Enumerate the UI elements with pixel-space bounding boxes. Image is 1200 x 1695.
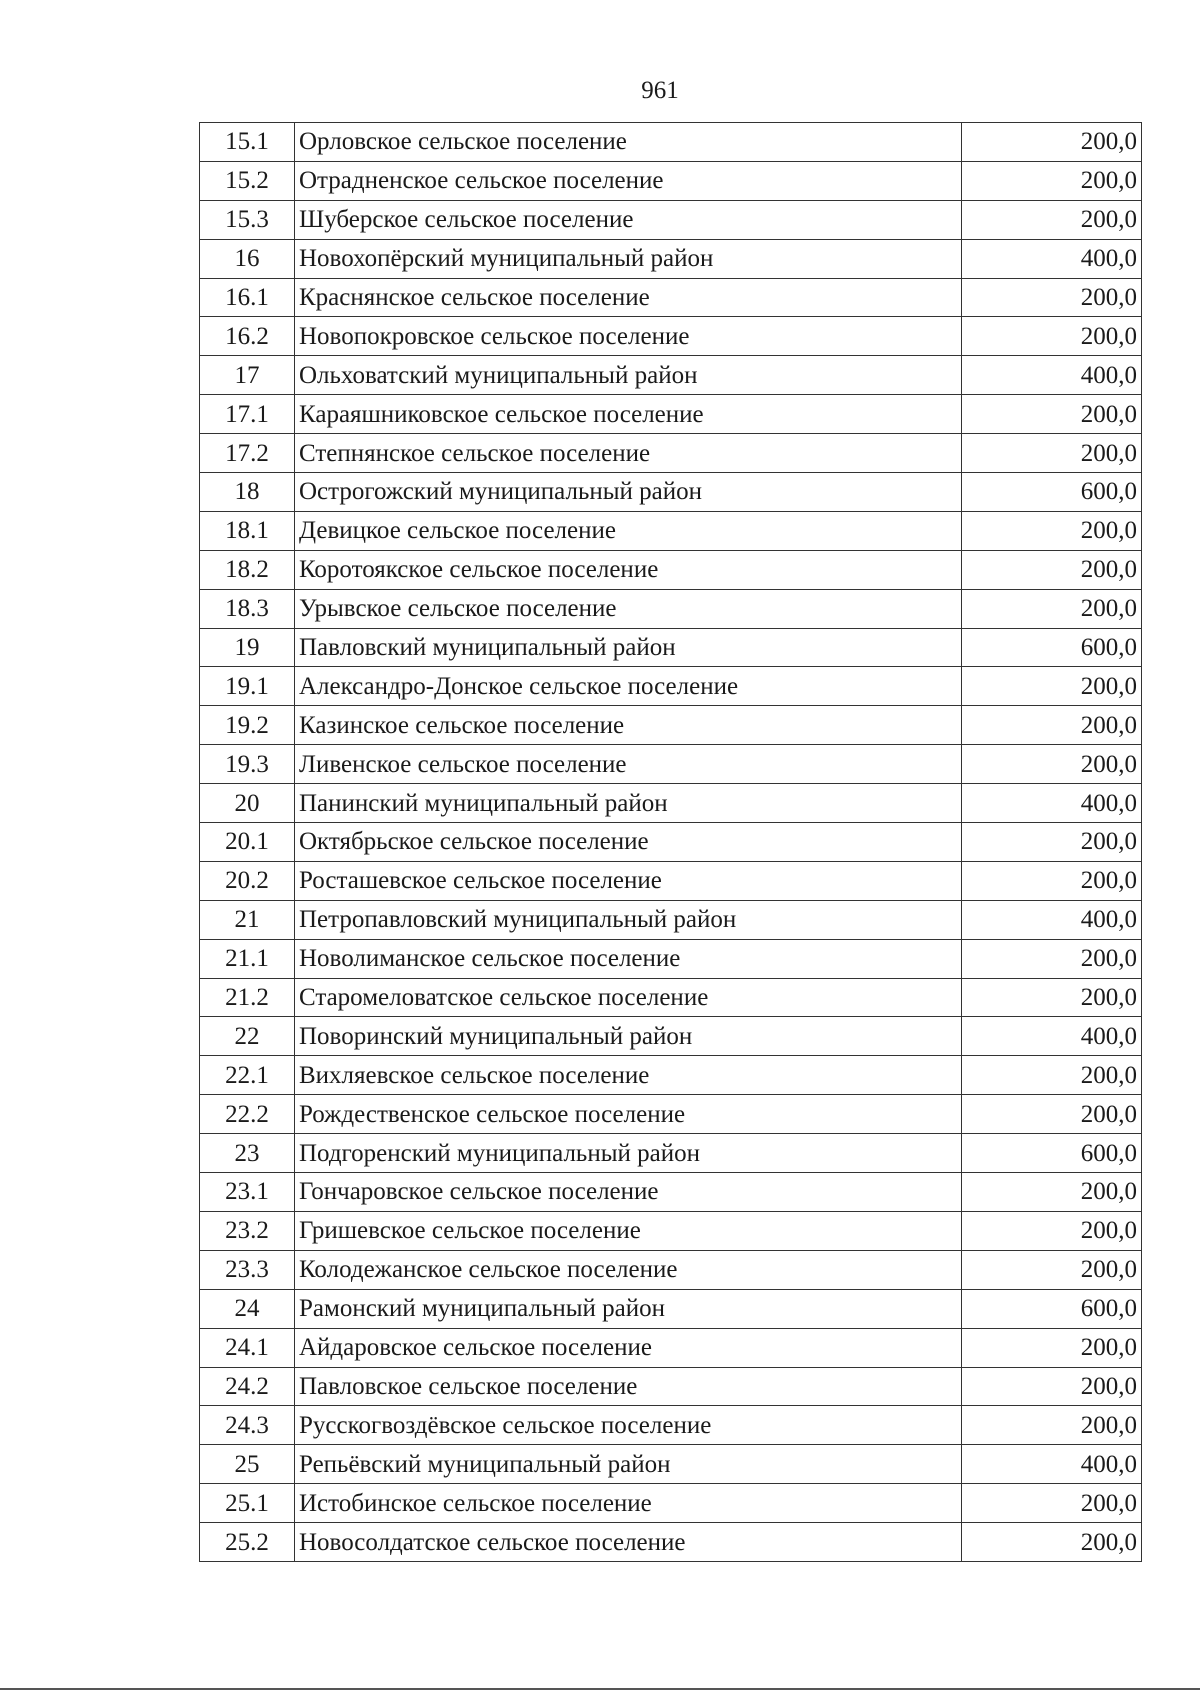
row-name-cell: Шуберское сельское поселение bbox=[295, 200, 962, 239]
table-row bbox=[200, 1523, 1142, 1562]
row-value-cell: 400,0 bbox=[962, 1445, 1142, 1484]
table-row bbox=[200, 939, 1142, 978]
row-number-cell: 20.1 bbox=[200, 823, 295, 862]
row-number-cell: 18 bbox=[200, 473, 295, 512]
allocation-table bbox=[199, 122, 1142, 1562]
row-number-cell: 21.2 bbox=[200, 978, 295, 1017]
row-number-cell: 22 bbox=[200, 1017, 295, 1056]
row-number-cell: 24.1 bbox=[200, 1328, 295, 1367]
row-name-cell: Новолиманское сельское поселение bbox=[295, 939, 962, 978]
row-value-cell: 200,0 bbox=[962, 1328, 1142, 1367]
table-row bbox=[200, 1017, 1142, 1056]
row-value-cell: 200,0 bbox=[962, 317, 1142, 356]
bottom-rule bbox=[0, 1688, 1200, 1690]
row-value-cell: 200,0 bbox=[962, 161, 1142, 200]
table-row bbox=[200, 706, 1142, 745]
row-number-cell: 24.3 bbox=[200, 1406, 295, 1445]
row-value-cell: 200,0 bbox=[962, 1406, 1142, 1445]
row-value-cell: 200,0 bbox=[962, 706, 1142, 745]
row-name-cell: Павловское сельское поселение bbox=[295, 1367, 962, 1406]
row-number-cell: 20 bbox=[200, 784, 295, 823]
table-row bbox=[200, 1484, 1142, 1523]
row-name-cell: Караяшниковское сельское поселение bbox=[295, 395, 962, 434]
row-value-cell: 400,0 bbox=[962, 784, 1142, 823]
table-row bbox=[200, 278, 1142, 317]
table-row bbox=[200, 823, 1142, 862]
row-value-cell: 200,0 bbox=[962, 123, 1142, 162]
row-value-cell: 200,0 bbox=[962, 861, 1142, 900]
table-row bbox=[200, 1211, 1142, 1250]
table-row bbox=[200, 667, 1142, 706]
row-value-cell: 200,0 bbox=[962, 1250, 1142, 1289]
row-number-cell: 24.2 bbox=[200, 1367, 295, 1406]
row-name-cell: Гришевское сельское поселение bbox=[295, 1211, 962, 1250]
row-name-cell: Вихляевское сельское поселение bbox=[295, 1056, 962, 1095]
page-number: 961 bbox=[641, 77, 679, 104]
row-number-cell: 22.2 bbox=[200, 1095, 295, 1134]
row-value-cell: 200,0 bbox=[962, 278, 1142, 317]
row-value-cell: 600,0 bbox=[962, 1134, 1142, 1173]
row-number-cell: 15.3 bbox=[200, 200, 295, 239]
row-number-cell: 22.1 bbox=[200, 1056, 295, 1095]
row-name-cell: Гончаровское сельское поселение bbox=[295, 1173, 962, 1212]
table-row bbox=[200, 1250, 1142, 1289]
row-name-cell: Краснянское сельское поселение bbox=[295, 278, 962, 317]
row-name-cell: Коротоякское сельское поселение bbox=[295, 550, 962, 589]
row-number-cell: 19.3 bbox=[200, 745, 295, 784]
row-value-cell: 200,0 bbox=[962, 1484, 1142, 1523]
table-row bbox=[200, 745, 1142, 784]
row-number-cell: 18.2 bbox=[200, 550, 295, 589]
row-value-cell: 200,0 bbox=[962, 1095, 1142, 1134]
table-row bbox=[200, 1445, 1142, 1484]
row-name-cell: Павловский муниципальный район bbox=[295, 628, 962, 667]
row-name-cell: Панинский муниципальный район bbox=[295, 784, 962, 823]
row-name-cell: Казинское сельское поселение bbox=[295, 706, 962, 745]
row-number-cell: 16.1 bbox=[200, 278, 295, 317]
row-number-cell: 21 bbox=[200, 900, 295, 939]
row-name-cell: Острогожский муниципальный район bbox=[295, 473, 962, 512]
row-name-cell: Колодежанское сельское поселение bbox=[295, 1250, 962, 1289]
row-value-cell: 600,0 bbox=[962, 628, 1142, 667]
row-value-cell: 200,0 bbox=[962, 589, 1142, 628]
row-value-cell: 200,0 bbox=[962, 395, 1142, 434]
row-name-cell: Новосолдатское сельское поселение bbox=[295, 1523, 962, 1562]
row-number-cell: 17.2 bbox=[200, 434, 295, 473]
table-row bbox=[200, 861, 1142, 900]
row-number-cell: 19 bbox=[200, 628, 295, 667]
row-number-cell: 19.1 bbox=[200, 667, 295, 706]
row-name-cell: Ольховатский муниципальный район bbox=[295, 356, 962, 395]
table-row bbox=[200, 1328, 1142, 1367]
table-row bbox=[200, 1056, 1142, 1095]
table-row bbox=[200, 589, 1142, 628]
row-value-cell: 200,0 bbox=[962, 978, 1142, 1017]
row-value-cell: 200,0 bbox=[962, 511, 1142, 550]
table-row bbox=[200, 473, 1142, 512]
table-row bbox=[200, 1095, 1142, 1134]
table-row bbox=[200, 1289, 1142, 1328]
row-name-cell: Истобинское сельское поселение bbox=[295, 1484, 962, 1523]
row-number-cell: 16.2 bbox=[200, 317, 295, 356]
row-name-cell: Степнянское сельское поселение bbox=[295, 434, 962, 473]
row-number-cell: 21.1 bbox=[200, 939, 295, 978]
row-value-cell: 400,0 bbox=[962, 1017, 1142, 1056]
row-name-cell: Рамонский муниципальный район bbox=[295, 1289, 962, 1328]
row-number-cell: 23 bbox=[200, 1134, 295, 1173]
row-name-cell: Репьёвский муниципальный район bbox=[295, 1445, 962, 1484]
table-row bbox=[200, 550, 1142, 589]
table-row bbox=[200, 1406, 1142, 1445]
table-row bbox=[200, 356, 1142, 395]
row-value-cell: 200,0 bbox=[962, 1173, 1142, 1212]
table-row bbox=[200, 200, 1142, 239]
row-name-cell: Старомеловатское сельское поселение bbox=[295, 978, 962, 1017]
row-number-cell: 23.2 bbox=[200, 1211, 295, 1250]
row-name-cell: Поворинский муниципальный район bbox=[295, 1017, 962, 1056]
row-number-cell: 24 bbox=[200, 1289, 295, 1328]
row-value-cell: 200,0 bbox=[962, 1056, 1142, 1095]
row-number-cell: 15.1 bbox=[200, 123, 295, 162]
row-value-cell: 400,0 bbox=[962, 356, 1142, 395]
table-row bbox=[200, 317, 1142, 356]
row-number-cell: 15.2 bbox=[200, 161, 295, 200]
row-value-cell: 200,0 bbox=[962, 200, 1142, 239]
table-row bbox=[200, 784, 1142, 823]
table-row bbox=[200, 395, 1142, 434]
row-name-cell: Орловское сельское поселение bbox=[295, 123, 962, 162]
table-row bbox=[200, 978, 1142, 1017]
row-value-cell: 200,0 bbox=[962, 1367, 1142, 1406]
row-number-cell: 17.1 bbox=[200, 395, 295, 434]
table-row bbox=[200, 123, 1142, 162]
row-number-cell: 25.1 bbox=[200, 1484, 295, 1523]
row-number-cell: 23.3 bbox=[200, 1250, 295, 1289]
row-number-cell: 18.3 bbox=[200, 589, 295, 628]
row-name-cell: Ливенское сельское поселение bbox=[295, 745, 962, 784]
row-name-cell: Петропавловский муниципальный район bbox=[295, 900, 962, 939]
row-value-cell: 200,0 bbox=[962, 939, 1142, 978]
table-row bbox=[200, 1367, 1142, 1406]
row-value-cell: 200,0 bbox=[962, 1211, 1142, 1250]
table-row bbox=[200, 434, 1142, 473]
row-name-cell: Новохопёрский муниципальный район bbox=[295, 239, 962, 278]
row-value-cell: 200,0 bbox=[962, 823, 1142, 862]
row-number-cell: 19.2 bbox=[200, 706, 295, 745]
row-name-cell: Айдаровское сельское поселение bbox=[295, 1328, 962, 1367]
row-value-cell: 400,0 bbox=[962, 900, 1142, 939]
row-value-cell: 200,0 bbox=[962, 550, 1142, 589]
table-row bbox=[200, 1134, 1142, 1173]
row-name-cell: Октябрьское сельское поселение bbox=[295, 823, 962, 862]
row-number-cell: 20.2 bbox=[200, 861, 295, 900]
table-row bbox=[200, 239, 1142, 278]
row-name-cell: Александро-Донское сельское поселение bbox=[295, 667, 962, 706]
table-row bbox=[200, 1173, 1142, 1212]
row-value-cell: 600,0 bbox=[962, 1289, 1142, 1328]
row-number-cell: 17 bbox=[200, 356, 295, 395]
row-number-cell: 23.1 bbox=[200, 1173, 295, 1212]
row-name-cell: Рождественское сельское поселение bbox=[295, 1095, 962, 1134]
row-number-cell: 25 bbox=[200, 1445, 295, 1484]
row-name-cell: Русскогвоздёвское сельское поселение bbox=[295, 1406, 962, 1445]
row-value-cell: 200,0 bbox=[962, 745, 1142, 784]
row-name-cell: Отрадненское сельское поселение bbox=[295, 161, 962, 200]
row-name-cell: Урывское сельское поселение bbox=[295, 589, 962, 628]
row-value-cell: 200,0 bbox=[962, 434, 1142, 473]
row-number-cell: 16 bbox=[200, 239, 295, 278]
table-row bbox=[200, 161, 1142, 200]
row-number-cell: 18.1 bbox=[200, 511, 295, 550]
row-name-cell: Девицкое сельское поселение bbox=[295, 511, 962, 550]
row-value-cell: 200,0 bbox=[962, 667, 1142, 706]
table-row bbox=[200, 628, 1142, 667]
row-name-cell: Новопокровское сельское поселение bbox=[295, 317, 962, 356]
table-row bbox=[200, 511, 1142, 550]
table-body bbox=[200, 123, 1142, 1562]
row-name-cell: Росташевское сельское поселение bbox=[295, 861, 962, 900]
row-value-cell: 400,0 bbox=[962, 239, 1142, 278]
row-name-cell: Подгоренский муниципальный район bbox=[295, 1134, 962, 1173]
row-value-cell: 200,0 bbox=[962, 1523, 1142, 1562]
row-number-cell: 25.2 bbox=[200, 1523, 295, 1562]
table-row bbox=[200, 900, 1142, 939]
row-value-cell: 600,0 bbox=[962, 473, 1142, 512]
